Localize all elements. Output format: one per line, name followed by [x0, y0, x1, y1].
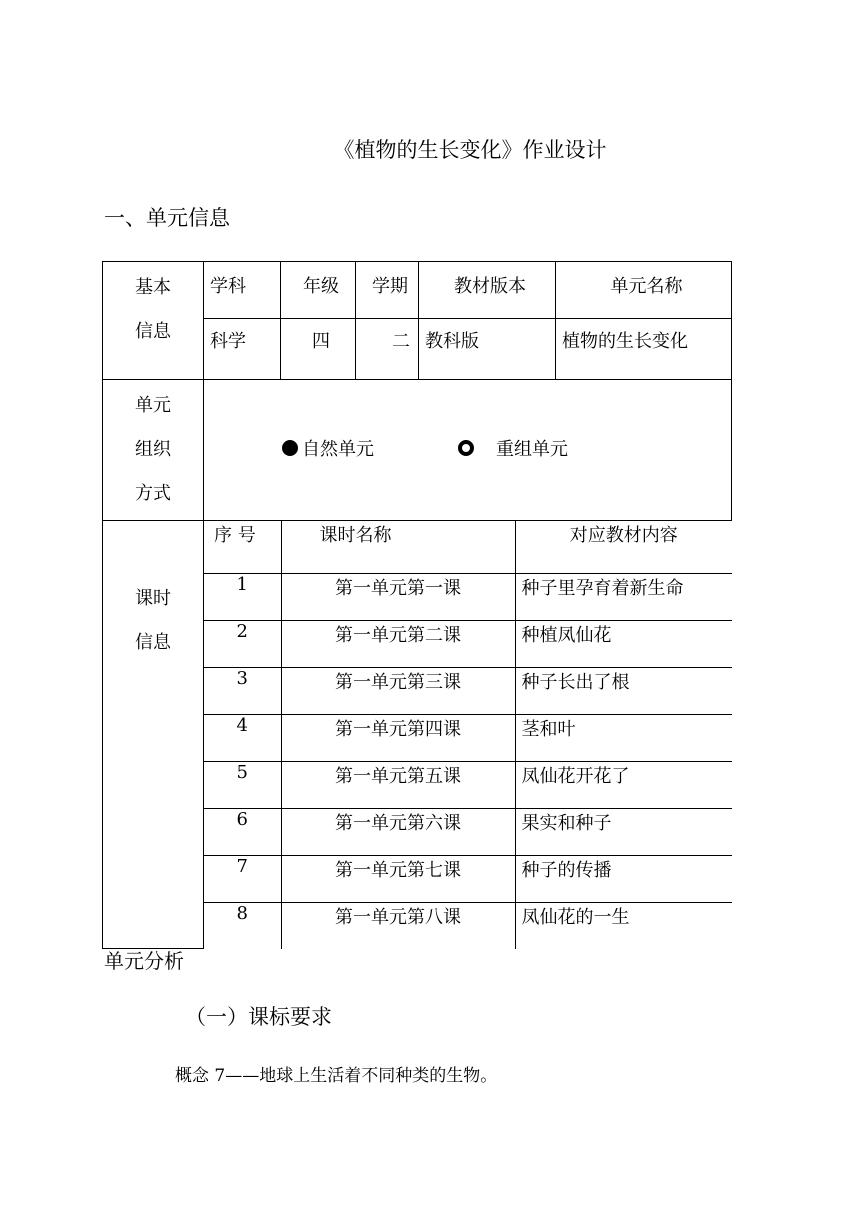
- header-subject: 学科: [204, 262, 281, 319]
- lesson-no: 8: [204, 902, 281, 949]
- lessons-header-name: 课时名称: [281, 521, 515, 573]
- value-textbook-version: 教科版: [419, 319, 556, 380]
- lesson-no: 5: [204, 761, 281, 808]
- table-row: [204, 855, 732, 902]
- table-row: [204, 761, 732, 808]
- table-row: [204, 573, 732, 620]
- header-textbook-version: 教材版本: [419, 262, 556, 319]
- option-natural-unit: 自然单元: [302, 439, 374, 460]
- lesson-no: 4: [204, 714, 281, 761]
- lesson-content: 种植凤仙花: [515, 620, 732, 667]
- table-row: [204, 902, 732, 949]
- value-subject: 科学: [204, 319, 281, 380]
- lessons-container: [204, 521, 732, 949]
- lesson-content: 种子长出了根: [515, 667, 732, 714]
- lesson-no: 7: [204, 855, 281, 902]
- filled-circle-icon: [282, 440, 298, 456]
- header-unit-name: 单元名称: [556, 262, 732, 319]
- option-regrouped-unit: 重组单元: [496, 439, 568, 460]
- organization-label-line1: 单元: [135, 395, 171, 416]
- value-semester: 二: [356, 319, 419, 380]
- lesson-no: 1: [204, 573, 281, 620]
- lesson-content: 凤仙花开花了: [515, 761, 732, 808]
- lesson-content: 果实和种子: [515, 808, 732, 855]
- lesson-content: 种子的传播: [515, 855, 732, 902]
- basic-info-label-line2: 信息: [135, 321, 171, 342]
- table-row: [204, 667, 732, 714]
- header-semester: 学期: [356, 262, 419, 319]
- lesson-content: 茎和叶: [515, 714, 732, 761]
- lessons-header-content: 对应教材内容: [515, 521, 732, 573]
- concept-paragraph: 概念 7——地球上生活着不同种类的生物。: [175, 1066, 498, 1086]
- table-row: [204, 620, 732, 667]
- lesson-no: 2: [204, 620, 281, 667]
- ring-circle-icon: [458, 440, 474, 456]
- section-heading-unit-analysis: 单元分析: [104, 949, 184, 973]
- lesson-name: 第一单元第七课: [281, 855, 515, 902]
- basic-info-label: [103, 262, 204, 380]
- lesson-name: 第一单元第二课: [281, 620, 515, 667]
- value-grade: 四: [281, 319, 356, 380]
- table-row: [204, 808, 732, 855]
- organization-options: [204, 380, 732, 521]
- lessons-header-no: 序 号: [204, 521, 281, 573]
- unit-info-table: [102, 261, 732, 949]
- lessons-label: [103, 521, 204, 949]
- lesson-content: 凤仙花的一生: [515, 902, 732, 949]
- lesson-no: 3: [204, 667, 281, 714]
- lesson-no: 6: [204, 808, 281, 855]
- organization-label: [103, 380, 204, 521]
- header-grade: 年级: [281, 262, 356, 319]
- value-unit-name: 植物的生长变化: [556, 319, 732, 380]
- lesson-name: 第一单元第四课: [281, 714, 515, 761]
- table-row: [204, 714, 732, 761]
- lesson-content: 种子里孕育着新生命: [515, 573, 732, 620]
- basic-info-label-line1: 基本: [135, 277, 171, 298]
- subsection-heading-curriculum: （一）课标要求: [185, 1005, 332, 1029]
- lesson-name: 第一单元第八课: [281, 902, 515, 949]
- document-title: 《植物的生长变化》作业设计: [333, 138, 607, 162]
- organization-label-line3: 方式: [135, 483, 171, 504]
- lessons-label-line1: 课时: [135, 588, 171, 609]
- lessons-table: [204, 521, 732, 949]
- lesson-name: 第一单元第六课: [281, 808, 515, 855]
- lesson-name: 第一单元第三课: [281, 667, 515, 714]
- lesson-name: 第一单元第一课: [281, 573, 515, 620]
- lessons-label-line2: 信息: [135, 632, 171, 653]
- organization-label-line2: 组织: [135, 439, 171, 460]
- lesson-name: 第一单元第五课: [281, 761, 515, 808]
- section-heading-unit-info: 一、单元信息: [104, 206, 230, 230]
